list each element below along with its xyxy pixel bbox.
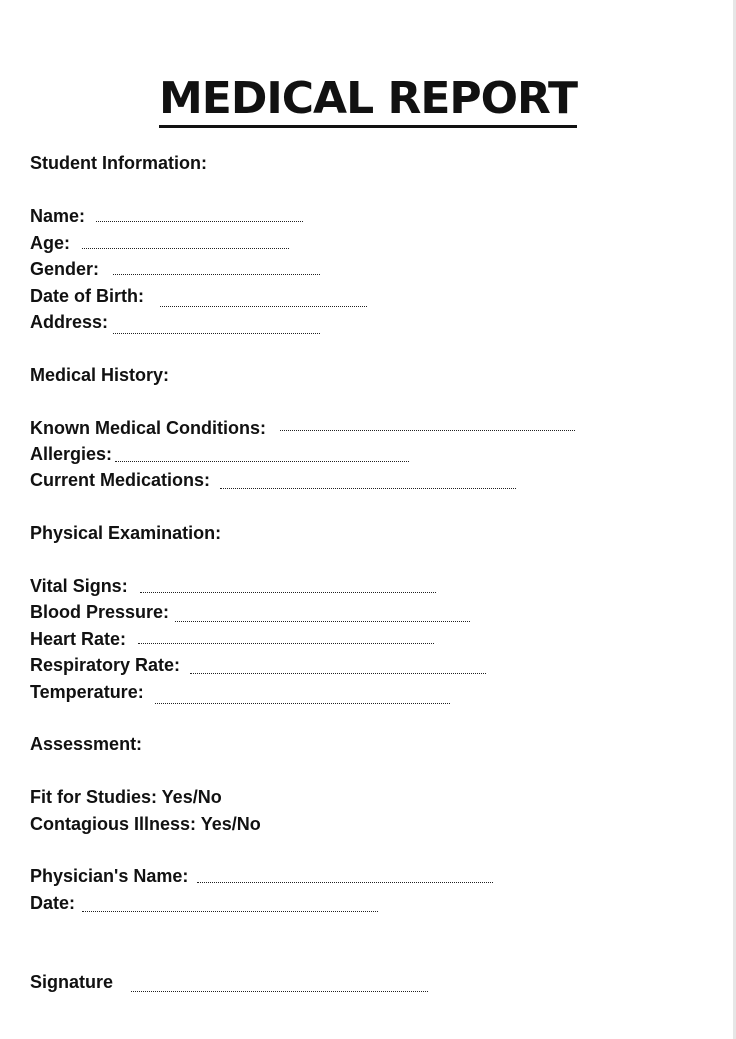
age-label: Age: (30, 233, 70, 253)
allergies-field[interactable] (115, 461, 409, 462)
fit-for-studies-text: Fit for Studies: Yes/No (30, 787, 222, 807)
respiratory-rate-field[interactable] (190, 673, 486, 674)
address-label: Address: (30, 312, 109, 332)
date-field[interactable] (82, 911, 378, 912)
known-medical-conditions-field[interactable] (280, 430, 575, 431)
physician-name-field[interactable] (197, 882, 493, 883)
known-medical-conditions-label: Known Medical Conditions: (30, 418, 266, 438)
address-field[interactable] (113, 333, 320, 334)
date-of-birth-field[interactable] (160, 306, 367, 307)
gender-field[interactable] (113, 274, 320, 275)
contagious-illness-text: Contagious Illness: Yes/No (30, 814, 261, 834)
vital-signs-label: Vital Signs: (30, 576, 128, 596)
report-title-container (0, 74, 736, 128)
name-label: Name: (30, 206, 86, 226)
current-medications-field[interactable] (220, 488, 516, 489)
gender-label: Gender: (30, 259, 100, 279)
temperature-field[interactable] (155, 703, 450, 704)
age-field[interactable] (82, 248, 289, 249)
report-title: MEDICAL REPORT (159, 74, 577, 128)
signature-field[interactable] (131, 991, 428, 992)
vital-signs-field[interactable] (140, 592, 436, 593)
physician-name-label: Physician's Name: (30, 866, 189, 886)
blood-pressure-field[interactable] (175, 621, 470, 622)
date-label: Date: (30, 893, 76, 913)
respiratory-rate-label: Respiratory Rate: (30, 655, 181, 675)
heart-rate-field[interactable] (138, 643, 434, 644)
physical-examination-heading: Physical Examination: (30, 523, 222, 543)
current-medications-label: Current Medications: (30, 470, 211, 490)
name-field[interactable] (96, 221, 303, 222)
blood-pressure-label: Blood Pressure: (30, 602, 170, 622)
heart-rate-label: Heart Rate: (30, 629, 127, 649)
student-information-heading: Student Information: (30, 153, 207, 173)
allergies-label: Allergies: (30, 444, 113, 464)
assessment-heading: Assessment: (30, 734, 143, 754)
date-of-birth-label: Date of Birth: (30, 286, 144, 306)
temperature-label: Temperature: (30, 682, 144, 702)
signature-label: Signature (30, 972, 114, 992)
medical-history-heading: Medical History: (30, 365, 170, 385)
